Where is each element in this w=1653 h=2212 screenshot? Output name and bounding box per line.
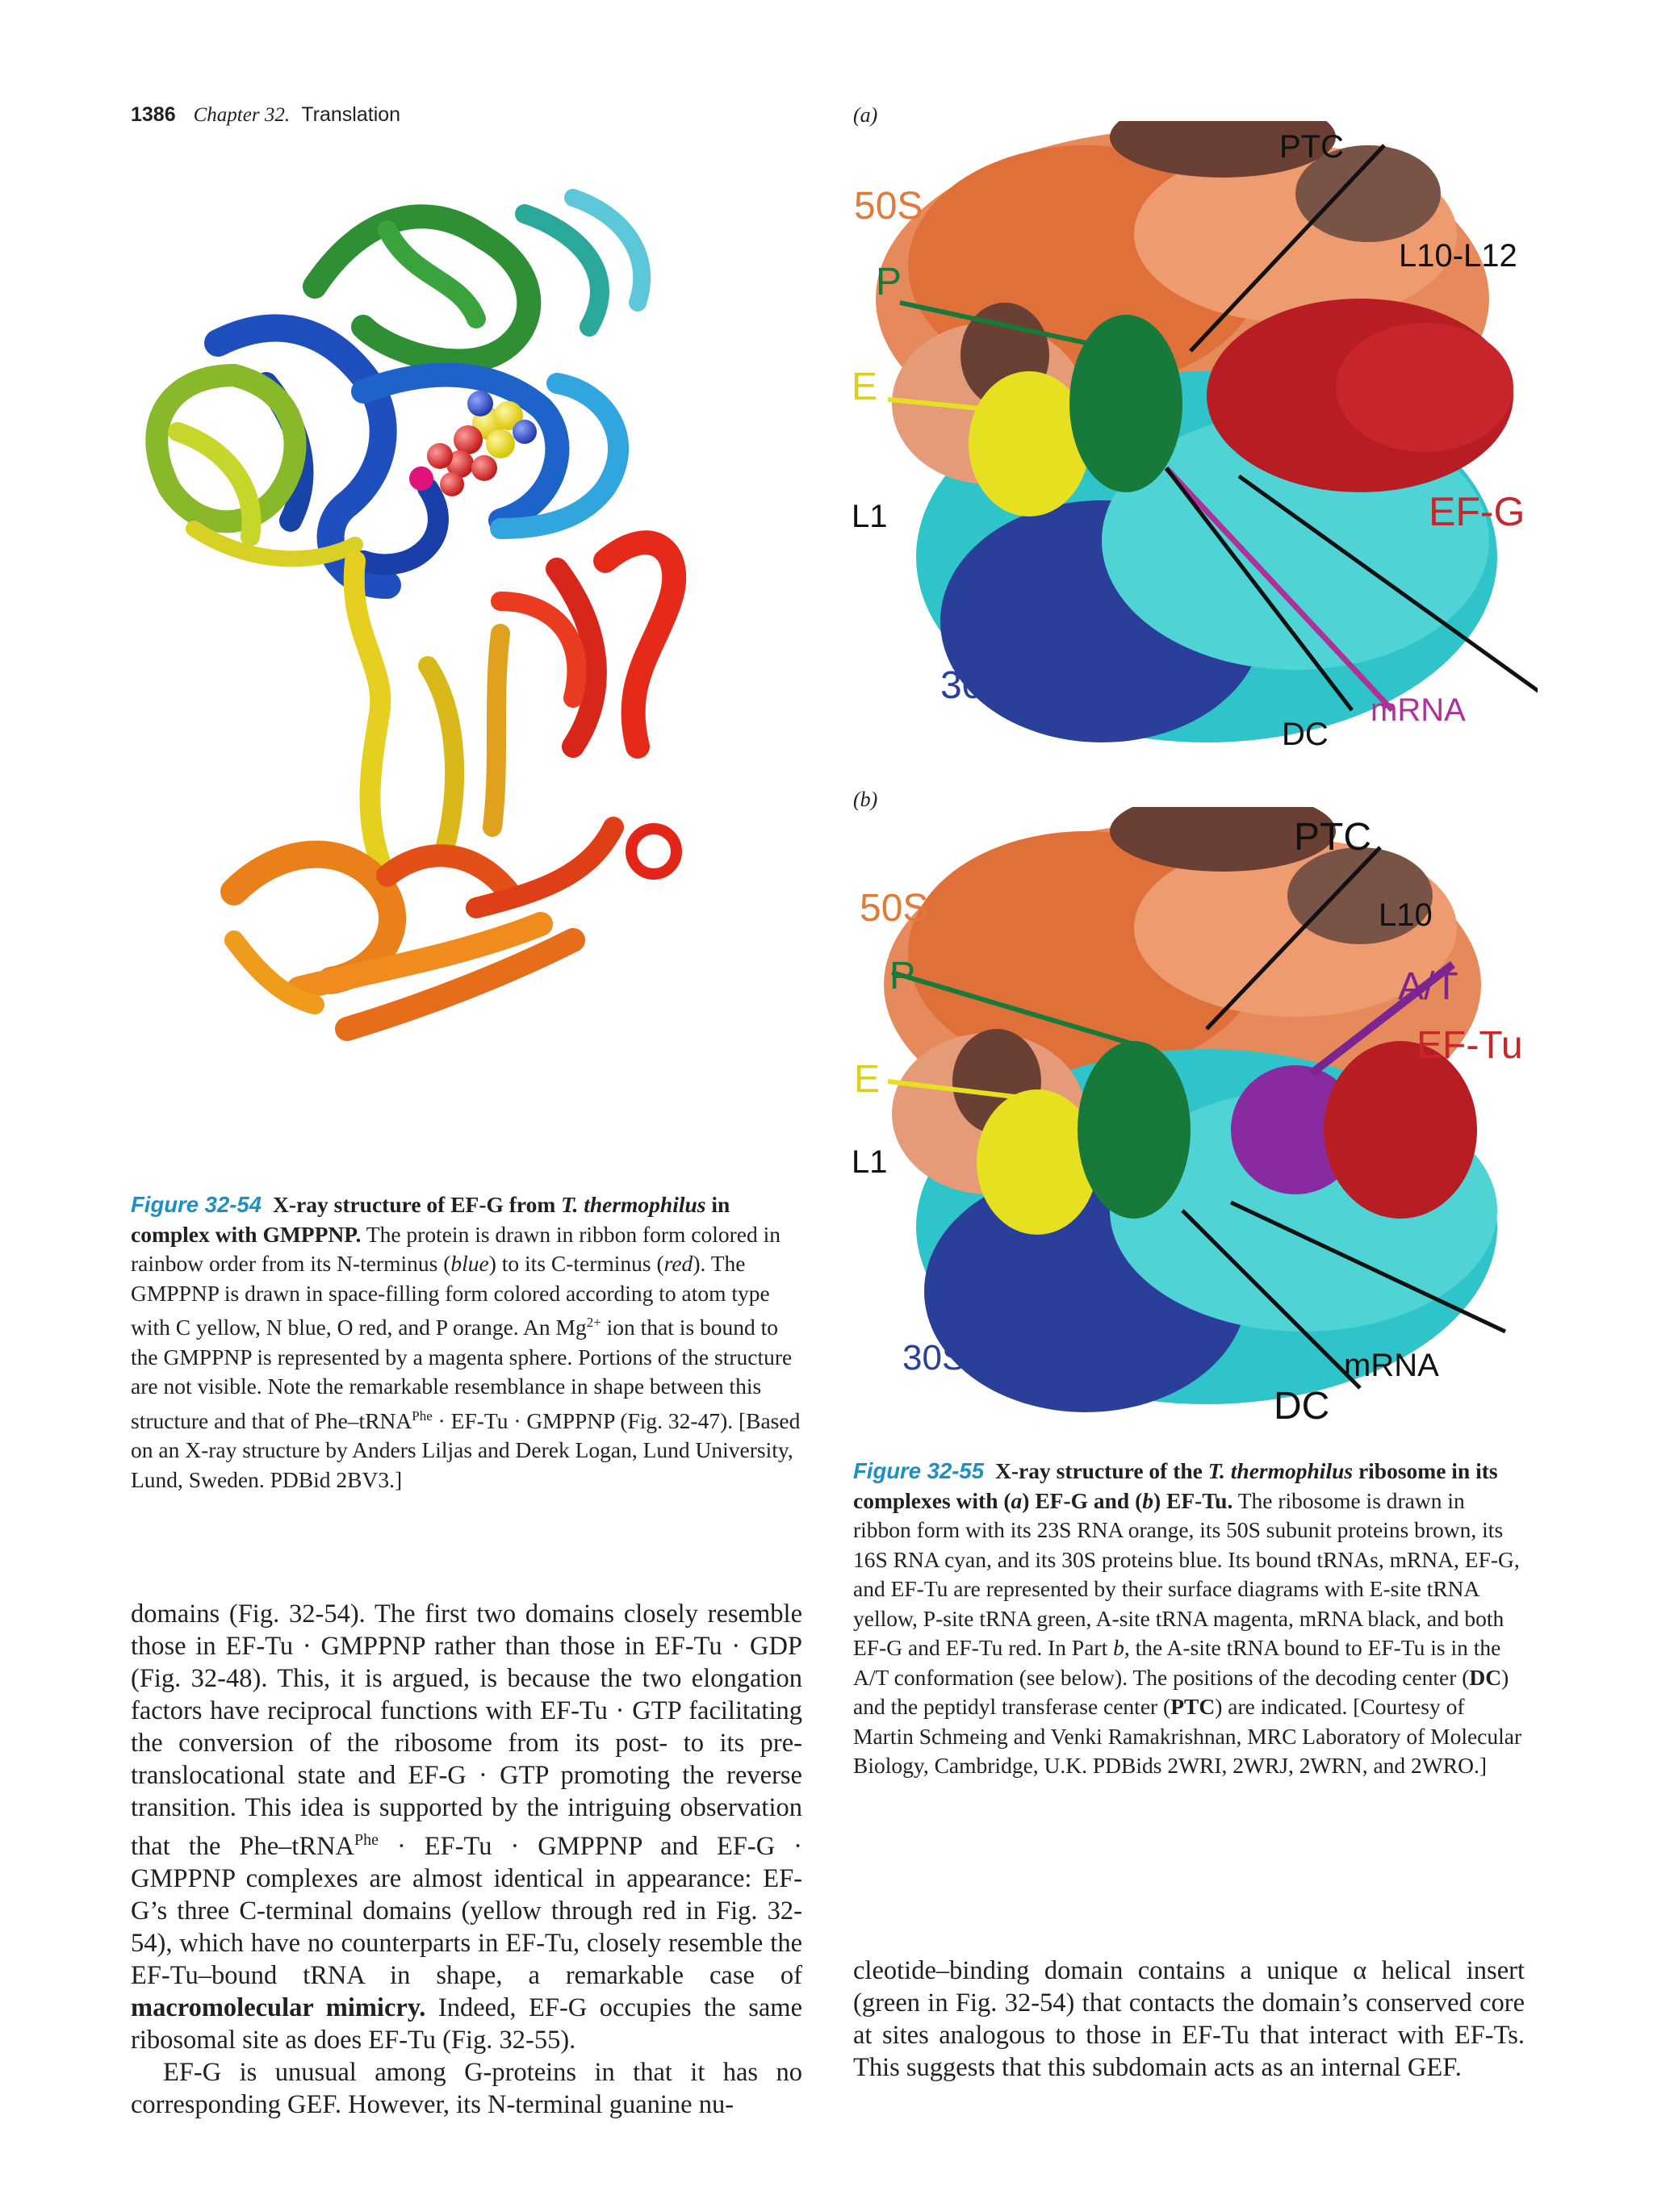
label-l1-b: L1	[852, 1144, 888, 1180]
label-ef-tu-b: EF-Tu	[1417, 1024, 1523, 1067]
label-l10-l12-a: L10-L12	[1399, 238, 1517, 274]
label-l10-b: L10	[1379, 897, 1433, 933]
label-e-b: E	[854, 1058, 881, 1101]
label-ptc-a: PTC	[1279, 129, 1344, 165]
label-p-a: P	[876, 261, 902, 303]
gmppnp-spheres	[409, 391, 537, 496]
chapter-number: Chapter 32.	[193, 104, 291, 126]
panel-b-label: (b)	[853, 788, 878, 811]
page-number: 1386	[131, 103, 176, 126]
yellow-linker	[354, 561, 500, 859]
figure-32-55-caption: Figure 32-55 X-ray structure of the T. thermophilus ribosome in its complexes with (a) EF-G and (b) EF-Tu. The ribosome is drawn in ribbon form with its 23S RNA orange, its 50S subunit proteins brown, its 16S RNA cyan, and its 30S proteins blue. Its bound tRNAs, mRNA, EF-G, and EF-Tu are represented by their surface diagrams with E-site tRNA yellow, P-site tRNA green, A-site tRNA magenta, mRNA black, and both EF-G and EF-Tu red. In Part b, the A-site tRNA bound to EF-Tu is in the A/T conformation (see below). The positions of the decoding center (DC) and the peptidyl transferase center (PTC) are indicated. [Courtesy of Martin Schmeing and Venki Ramakrishnan, MRC Laboratory of Molecular Biology, Cambridge, U.K. PDBids 2WRI, 2WRJ, 2WRN, and 2WRO.]	[853, 1458, 1522, 1778]
label-30s-a: 30S	[940, 664, 1010, 707]
paragraph: EF-G is unusual among G-proteins in that it has no corresponding GEF. However, its N-terminal guanine nu-	[131, 2057, 802, 2119]
label-p-b: P	[889, 955, 916, 997]
figure-32-54-caption: Figure 32-54 X-ray structure of EF-G from T. thermophilus in complex with GMPPNP. The protein is drawn in ribbon form colored in rainbow order from its N-terminus (blue) to its C-terminus (red). The GMPPNP is drawn in space-filling form colored according to atom type with C yellow, N blue, O red, and P orange. An $Mg^{2+}$ ion that is bound to the GMPPNP is represented by a magenta sphere. Portions of the structure are not visible. Note the remarkable resemblance in shape between this structure and that of Phe–tRNA$^{Phe}$ · EF-Tu · GMPPNP (Fig. 32-47). [Based on an X-ray structure by Anders Liljas and Derek Logan, Lund University, Lund, Sweden. PDBid 2BV3.]	[131, 1192, 801, 1492]
figure-number: Figure 32-54	[131, 1192, 262, 1217]
label-dc-b: DC	[1274, 1385, 1330, 1428]
green-domain	[315, 198, 642, 361]
blue-domain	[218, 328, 618, 585]
label-ptc-b: PTC	[1294, 816, 1371, 859]
label-50s-b: 50S	[860, 887, 929, 930]
label-mrna-b: mRNA	[1344, 1348, 1439, 1383]
label-30s-b: 30S	[902, 1338, 966, 1378]
orange-domain	[234, 827, 613, 1029]
figure-32-54-image	[121, 182, 807, 1182]
label-dc-a: DC	[1282, 717, 1329, 752]
body-text-right	[853, 1955, 1525, 2084]
chapter-title: Translation	[301, 103, 401, 126]
figure-number: Figure 32-55	[853, 1458, 985, 1483]
running-header	[131, 103, 400, 127]
label-e-a: E	[852, 366, 878, 408]
panel-a-label: (a)	[853, 103, 878, 127]
label-l1-a: L1	[852, 499, 888, 534]
body-text-left	[131, 1598, 802, 2121]
label-mrna-a: mRNA	[1371, 692, 1466, 728]
paragraph: cleotide–binding domain contains a unique α helical insert (green in Fig. 32-54) that contacts the domain’s conserved core at sites analogous to those in EF-Tu that interact with EF-Ts. This suggests that this subdomain acts as an internal GEF.	[853, 1956, 1525, 2082]
label-at-b: A/T	[1398, 965, 1458, 1008]
label-ef-g-a: EF-G	[1429, 489, 1525, 534]
paragraph: domains (Fig. 32-54). The first two domains closely resemble those in EF-Tu · GMPPNP rather than those in EF-Tu · GDP (Fig. 32-48). This, it is argued, is because the two elongation factors have reciprocal functions with EF-Tu · GTP facilitating the conversion of the ribosome from its post- to its pre-translocational state and EF-G · GTP promoting the reverse transition. This idea is supported by the intriguing observation that the Phe–tRNA$^{Phe}$ · EF-Tu · GMPPNP and EF-G · GMPPNP complexes are almost identical in appearance: EF-G’s three C-terminal domains (yellow through red in Fig. 32-54), which have no counterparts in EF-Tu, closely resemble the EF-Tu–bound tRNA in shape, a remarkable case of macromolecular mimicry. Indeed, EF-G occupies the same ribosomal site as does EF-Tu (Fig. 32-55).	[131, 1599, 803, 2055]
red-domain	[500, 542, 676, 874]
label-50s-a: 50S	[854, 185, 923, 228]
